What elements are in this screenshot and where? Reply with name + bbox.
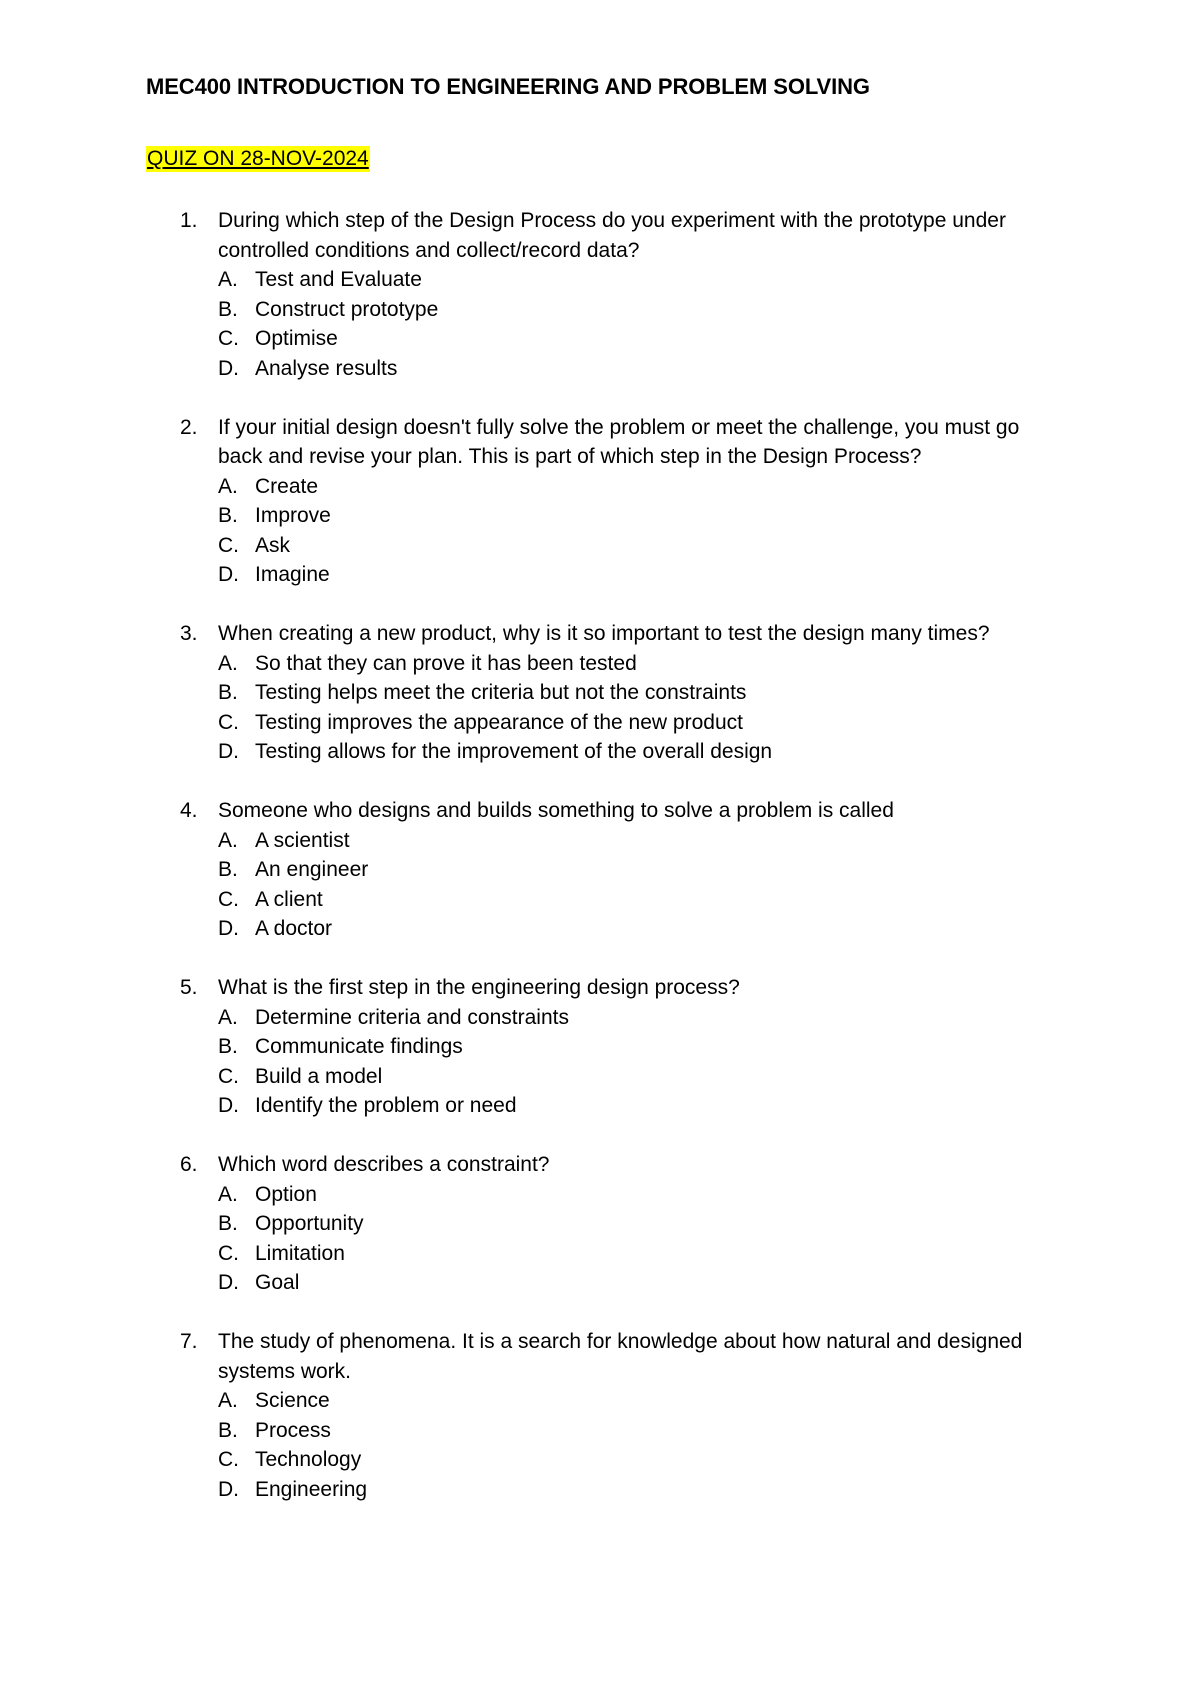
- option-letter: B.: [218, 297, 238, 321]
- option-letter: B.: [218, 858, 238, 881]
- option-letter: C.: [218, 1064, 239, 1088]
- question-text: If your initial design doesn't fully solve the problem or meet the challenge, you must go back and revise your plan. This is part of which step in the Design Process?: [218, 415, 1020, 468]
- option-text: Technology: [255, 1448, 362, 1471]
- question-number: 1.: [180, 209, 198, 232]
- option-letter: B.: [218, 1212, 238, 1235]
- option-text: Improve: [255, 504, 331, 527]
- question-number: 5.: [180, 976, 198, 999]
- option-text: An engineer: [255, 858, 369, 881]
- question-text: Someone who designs and builds something to solve a problem is called: [218, 799, 894, 822]
- answer-option: [0, 708, 1200, 738]
- answer-option: [0, 914, 1200, 944]
- answer-option: [0, 678, 1200, 708]
- answer-option: [0, 885, 1200, 915]
- answer-option: [0, 1209, 1200, 1239]
- option-text: Communicate findings: [255, 1035, 463, 1058]
- answer-option: [0, 1032, 1200, 1062]
- option-text: Testing improves the appearance of the new product: [255, 710, 743, 734]
- question-item: [0, 1327, 1200, 1504]
- document-title: MEC400 INTRODUCTION TO ENGINEERING AND PROBLEM SOLVING: [146, 74, 870, 99]
- question-item: [0, 206, 1200, 383]
- question-item: [0, 1150, 1200, 1298]
- question-number: 6.: [180, 1153, 198, 1176]
- option-letter: A.: [218, 1005, 238, 1029]
- option-text: Engineering: [255, 1477, 368, 1501]
- option-letter: D.: [218, 1094, 239, 1117]
- option-text: Build a model: [255, 1064, 383, 1088]
- option-text: Test and Evaluate: [255, 268, 422, 291]
- option-letter: C.: [218, 1448, 239, 1471]
- option-letter: A.: [218, 651, 238, 675]
- option-letter: C.: [218, 1241, 239, 1265]
- option-letter: C.: [218, 710, 239, 734]
- option-letter: A.: [218, 268, 238, 291]
- option-text: Identify the problem or need: [255, 1094, 517, 1117]
- answer-option: [0, 1239, 1200, 1269]
- option-text: Optimise: [255, 327, 338, 350]
- option-letter: C.: [218, 327, 239, 350]
- answer-option: [0, 265, 1200, 295]
- option-letter: D.: [218, 917, 239, 940]
- option-text: Construct prototype: [255, 297, 439, 321]
- question-text: What is the first step in the engineering design process?: [218, 976, 740, 999]
- answer-option: [0, 1062, 1200, 1092]
- question-text: Which word describes a constraint?: [218, 1153, 550, 1176]
- option-text: A scientist: [255, 828, 350, 852]
- answer-option: [0, 1268, 1200, 1298]
- option-text: A doctor: [255, 917, 333, 940]
- option-letter: A.: [218, 1389, 238, 1412]
- answer-option: [0, 1386, 1200, 1416]
- question-item: [0, 619, 1200, 767]
- option-text: Opportunity: [255, 1212, 364, 1235]
- question-text: The study of phenomena. It is a search for knowledge about how natural and designed systems work.: [218, 1330, 1023, 1383]
- answer-option: [0, 560, 1200, 590]
- option-letter: A.: [218, 1182, 238, 1206]
- question-item: [0, 413, 1200, 590]
- option-letter: D.: [218, 740, 239, 763]
- option-letter: A.: [218, 828, 238, 852]
- option-text: So that they can prove it has been tested: [255, 651, 637, 675]
- answer-option: [0, 1091, 1200, 1121]
- option-letter: A.: [218, 474, 238, 498]
- option-text: Analyse results: [255, 356, 398, 380]
- option-letter: B.: [218, 504, 238, 527]
- option-letter: D.: [218, 356, 239, 380]
- answer-option: [0, 855, 1200, 885]
- option-text: Testing allows for the improvement of the overall design: [255, 740, 773, 763]
- option-text: Option: [255, 1182, 317, 1206]
- question-number: 3.: [180, 622, 198, 645]
- option-text: Imagine: [255, 563, 330, 586]
- answer-option: [0, 354, 1200, 384]
- answer-option: [0, 501, 1200, 531]
- answer-option: [0, 472, 1200, 502]
- option-text: A client: [255, 887, 323, 911]
- answer-option: [0, 1445, 1200, 1475]
- answer-option: [0, 324, 1200, 354]
- answer-option: [0, 826, 1200, 856]
- option-letter: B.: [218, 681, 238, 704]
- option-letter: C.: [218, 533, 239, 557]
- option-letter: B.: [218, 1418, 238, 1442]
- quiz-date-heading: QUIZ ON 28-NOV-2024: [147, 147, 369, 170]
- option-text: Science: [255, 1389, 330, 1412]
- option-text: Limitation: [255, 1241, 345, 1265]
- answer-option: [0, 737, 1200, 767]
- question-number: 7.: [180, 1330, 198, 1353]
- option-letter: B.: [218, 1035, 238, 1058]
- option-letter: D.: [218, 1271, 239, 1294]
- question-text: During which step of the Design Process do you experiment with the prototype under controlled conditions and collect/record data?: [218, 209, 1006, 262]
- answer-option: [0, 649, 1200, 679]
- option-letter: C.: [218, 887, 239, 911]
- option-text: Determine criteria and constraints: [255, 1005, 569, 1029]
- option-text: Ask: [255, 533, 291, 557]
- question-item: [0, 973, 1200, 1121]
- answer-option: [0, 1475, 1200, 1505]
- question-number: 2.: [180, 415, 198, 439]
- answer-option: [0, 295, 1200, 325]
- answer-option: [0, 1416, 1200, 1446]
- answer-option: [0, 1003, 1200, 1033]
- option-text: Process: [255, 1418, 331, 1442]
- question-item: [0, 796, 1200, 944]
- question-number: 4.: [180, 799, 198, 822]
- option-text: Testing helps meet the criteria but not the constraints: [255, 681, 747, 704]
- question-text: When creating a new product, why is it so important to test the design many times?: [218, 622, 990, 645]
- option-letter: D.: [218, 1477, 239, 1501]
- option-letter: D.: [218, 563, 239, 586]
- answer-option: [0, 1180, 1200, 1210]
- option-text: Goal: [255, 1271, 300, 1294]
- answer-option: [0, 531, 1200, 561]
- question-list: [0, 206, 1200, 1534]
- option-text: Create: [255, 474, 319, 498]
